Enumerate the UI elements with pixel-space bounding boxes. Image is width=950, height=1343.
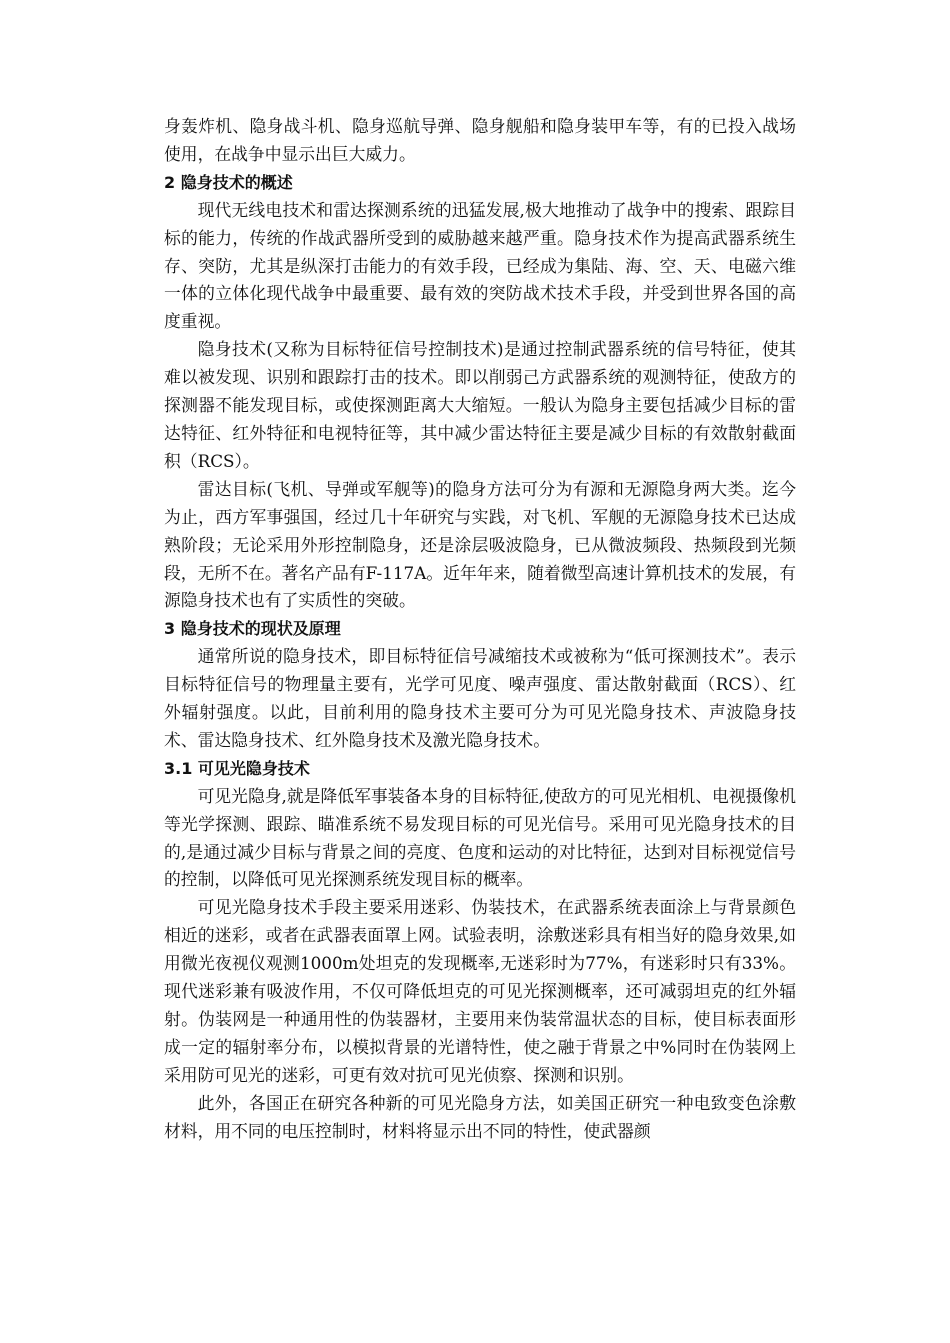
section-heading: 3 隐身技术的现状及原理 [164,619,341,639]
subsection-heading: 3.1 可见光隐身技术 [164,758,310,778]
paragraph: 可见光隐身,就是降低军事装备本身的目标特征,使敌方的可见光相机、电视摄像机等光学探测、跟踪、瞄准系统不易发现目标的可见光信号。采用可见光隐身技术的目的,是通过减少目标与背景之间的亮度、色度和运动的对比特征，达到对目标视觉信号的控制，以降低可见光探测系统发现目标的概率。 [164,785,796,890]
paragraph: 雷达目标(飞机、导弹或军舰等)的隐身方法可分为有源和无源隐身两大类。迄今为止，西方军事强国，经过几十年研究与实践，对飞机、军舰的无源隐身技术已达成熟阶段；无论采用外形控制隐身，还是涂层吸波隐身，已从微波频段、热频段到光频段，无所不在。著名产品有F-117A。近年年来，随着微型高速计算机技术的发展，有源隐身技术也有了实质性的突破。 [164,478,796,611]
paragraph: 现代无线电技术和雷达探测系统的迅猛发展,极大地推动了战争中的搜索、跟踪目标的能力，传统的作战武器所受到的威胁越来越严重。隐身技术作为提高武器系统生存、突防，尤其是纵深打击能力的有效手段，已经成为集陆、海、空、天、电磁六维一体的立体化现代战争中最重要、最有效的突防战术技术手段，并受到世界各国的高度重视。 [164,199,796,332]
paragraph: 可见光隐身技术手段主要采用迷彩、伪装技术，在武器系统表面涂上与背景颜色相近的迷彩，或者在武器表面罩上网。试验表明，涂敷迷彩具有相当好的隐身效果,如用微光夜视仪观测1000m处坦克的发现概率,无迷彩时为77%，有迷彩时只有33%。现代迷彩兼有吸波作用，不仅可降低坦克的可见光探测概率，还可减弱坦克的红外辐射。伪装网是一种通用性的伪装器材，主要用来伪装常温状态的目标，使目标表面形成一定的辐射率分布，以模拟背景的光谱特性，使之融于背景之中%同时在伪装网上采用防可见光的迷彩，可更有效对抗可见光侦察、探测和识别。 [164,897,796,1085]
paragraph: 通常所说的隐身技术，即目标特征信号减缩技术或被称为“低可探测技术”。表示目标特征信号的物理量主要有，光学可见度、噪声强度、雷达散射截面（RCS）、红外辐射强度。以此，目前利用的隐身技术主要可分为可见光隐身技术、声波隐身技术、雷达隐身技术、红外隐身技术及激光隐身技术。 [164,646,796,750]
paragraph: 身轰炸机、隐身战斗机、隐身巡航导弹、隐身舰船和隐身装甲车等，有的已投入战场使用，在战争中显示出巨大威力。 [164,116,796,164]
paragraph: 此外，各国正在研究各种新的可见光隐身方法，如美国正研究一种电致变色涂敷材料，用不同的电压控制时，材料将显示出不同的特性，使武器颜 [164,1092,796,1141]
document-page [164,113,796,1146]
paragraph: 隐身技术(又称为目标特征信号控制技术)是通过控制武器系统的信号特征，使其难以被发现、识别和跟踪打击的技术。即以削弱己方武器系统的观测特征，使敌方的探测器不能发现目标，或使探测距离大大缩短。一般认为隐身主要包括减少目标的雷达特征、红外特征和电视特征等，其中减少雷达特征主要是减少目标的有效散射截面积（RCS）。 [164,339,796,471]
section-heading: 2 隐身技术的概述 [164,172,293,192]
